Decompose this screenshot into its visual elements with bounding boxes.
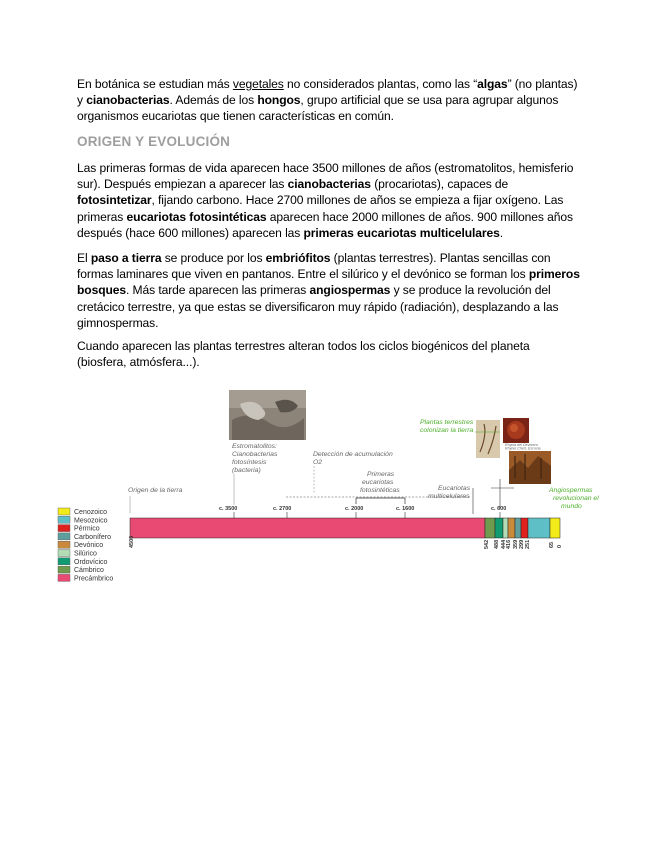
legend-label: Precámbrico [74, 575, 114, 583]
timeline-segment [528, 518, 550, 538]
paragraph-run: . Además de los [169, 93, 258, 108]
paragraph-origin [77, 160, 582, 241]
paragraph-run: primeros bosques [77, 267, 580, 298]
svg-text:0: 0 [557, 544, 563, 548]
paragraph-run: En botánica se estudian más [77, 77, 233, 91]
paragraph-run: vegetales [232, 77, 284, 91]
land-plant-photos [476, 418, 551, 484]
legend-swatch [58, 550, 70, 557]
svg-text:Primeras: Primeras [367, 471, 395, 478]
paragraph-run: cianobacterias [86, 93, 170, 108]
legend-swatch [58, 566, 70, 573]
paragraph-run: . Más tarde aparecen las primeras [126, 283, 310, 298]
paragraph-run: paso a tierra [90, 251, 162, 265]
timeline-segment [495, 518, 503, 538]
fossil-caption: Rhynia del Devónico [505, 443, 538, 447]
svg-text:488: 488 [494, 539, 500, 549]
svg-text:Eucariotas: Eucariotas [438, 485, 471, 492]
stromatolite-photo [229, 390, 306, 440]
annotation-eukaryotes [360, 471, 400, 494]
svg-text:251: 251 [525, 539, 531, 549]
paragraph-run: . [499, 225, 504, 240]
paragraph-run: aparecen hace 2000 millones de años. 900 millones años después (hace 600 millones) aparecen las [77, 209, 573, 240]
svg-text:Detección de acumulación: Detección de acumulación [313, 451, 393, 458]
paragraph-run: , grupo artificial que se usa para agrupar algunos organismos eucariotas que tienen características en común. [77, 93, 559, 124]
geologic-timeline-figure [0, 380, 655, 595]
paragraph-run: (plantas terrestres). Plantas sencillas con formas laminares que viven en pantanos. Entre el silúrico y el devónico se forman los [77, 251, 551, 282]
svg-text:eucariotas: eucariotas [362, 479, 394, 486]
legend-swatch [58, 558, 70, 565]
legend-swatch [58, 508, 70, 515]
paragraph-run: no considerados plantas, como las “ [283, 77, 478, 91]
svg-text:c. 2000: c. 2000 [345, 506, 364, 512]
annotation-angiosperms [548, 487, 599, 510]
svg-text:O2: O2 [313, 459, 323, 466]
svg-text:299: 299 [519, 539, 525, 549]
annotation-oxygen [313, 451, 393, 466]
paragraph-run: embriófitos [265, 251, 331, 265]
svg-text:c. 600: c. 600 [491, 506, 507, 512]
svg-text:fotosíntesis: fotosíntesis [232, 459, 267, 466]
paragraph-run: ” (no plantas) y [77, 77, 578, 108]
paragraph-cycles [77, 338, 582, 370]
legend-swatch [58, 541, 70, 548]
legend-swatch [58, 533, 70, 540]
svg-text:4500: 4500 [129, 535, 135, 548]
timeline-segment [503, 518, 508, 538]
timeline-segment [485, 518, 495, 538]
paragraph-land [77, 250, 582, 331]
svg-text:c. 1600: c. 1600 [396, 506, 415, 512]
legend-label: Carbonífero [74, 533, 111, 541]
paragraph-run: fotosintetizar [77, 193, 152, 208]
paragraph-run: (procariotas), capaces de [370, 177, 509, 192]
paragraph-run: , fijando carbono. Hace 2700 millones de años se empieza a fijar oxígeno. Las primeras [77, 193, 564, 224]
svg-text:542: 542 [484, 539, 490, 549]
timeline-segment [515, 518, 521, 538]
svg-text:(bacteria): (bacteria) [232, 467, 261, 474]
svg-text:Plantas terrestres: Plantas terrestres [420, 419, 474, 426]
svg-text:c. 2700: c. 2700 [273, 506, 292, 512]
paragraph-run: cianobacterias [287, 177, 371, 192]
paragraph-run: Las primeras formas de vida aparecen hace 3500 millones de años (estromatolitos, hemisferio sur). Después empiezan a aparecer las [77, 161, 574, 192]
paragraph-intro [77, 76, 582, 125]
annotation-multicellular [428, 485, 471, 500]
svg-text:Angiospermas: Angiospermas [549, 487, 593, 494]
svg-text:multicelulares: multicelulares [428, 493, 470, 500]
legend-label: Pérmico [74, 525, 100, 533]
svg-text:mundo: mundo [561, 503, 582, 510]
legend-swatch [58, 574, 70, 581]
legend-label: Mesozoico [74, 517, 108, 525]
fossil-caption-2: Rhynie Chert, Escocia [505, 446, 541, 451]
svg-text:416: 416 [506, 539, 512, 549]
paragraph-run: y se produce la revolución del cretácico terrestre, ya que estas se diversificaron muy rápido (radiación), desplazando a las gimnospermas. [77, 283, 559, 330]
timeline-segment [130, 518, 485, 538]
paragraph-run: primeras eucariotas multicelulares [303, 225, 500, 240]
period-legend [58, 508, 113, 582]
paragraph-run: Cuando aparecen las plantas terrestres alteran todos los ciclos biogénicos del planeta (biosfera, atmósfera...). [77, 339, 530, 370]
svg-text:c. 3500: c. 3500 [219, 506, 238, 512]
timeline-bar [130, 512, 560, 538]
paragraph-run: se produce por los [161, 251, 266, 265]
svg-text:444: 444 [501, 539, 507, 549]
svg-text:Estromatolitos:: Estromatolitos: [232, 443, 277, 450]
svg-text:colonizan la tierra: colonizan la tierra [420, 427, 474, 434]
svg-text:65: 65 [549, 541, 555, 548]
legend-label: Devónico [74, 542, 104, 550]
legend-swatch [58, 525, 70, 532]
section-heading: ORIGEN Y EVOLUCIÓN [77, 134, 231, 149]
legend-swatch [58, 516, 70, 523]
svg-text:359: 359 [513, 539, 519, 549]
svg-text:Cianobacterias: Cianobacterias [232, 451, 278, 458]
paragraph-run: algas [477, 77, 508, 91]
svg-text:revolucionan el: revolucionan el [553, 495, 599, 502]
annotation-land-plants [420, 419, 474, 434]
paragraph-run: hongos [257, 93, 301, 108]
svg-text:fotosintéticas: fotosintéticas [360, 487, 400, 494]
legend-label: Cenozoico [74, 509, 108, 516]
annotation-origin: Origen de la tierra [128, 487, 183, 494]
legend-label: Ordovícico [74, 558, 108, 566]
paragraph-run: angiospermas [309, 283, 391, 298]
annotation-stromatolites [232, 443, 278, 474]
timeline-segment [521, 518, 528, 538]
legend-label: Cámbrico [74, 567, 104, 575]
timeline-segment [550, 518, 560, 538]
paragraph-run: eucariotas fotosintéticas [126, 209, 267, 224]
timeline-segment [508, 518, 515, 538]
paragraph-run: El [77, 251, 91, 265]
legend-label: Silúrico [74, 550, 97, 558]
